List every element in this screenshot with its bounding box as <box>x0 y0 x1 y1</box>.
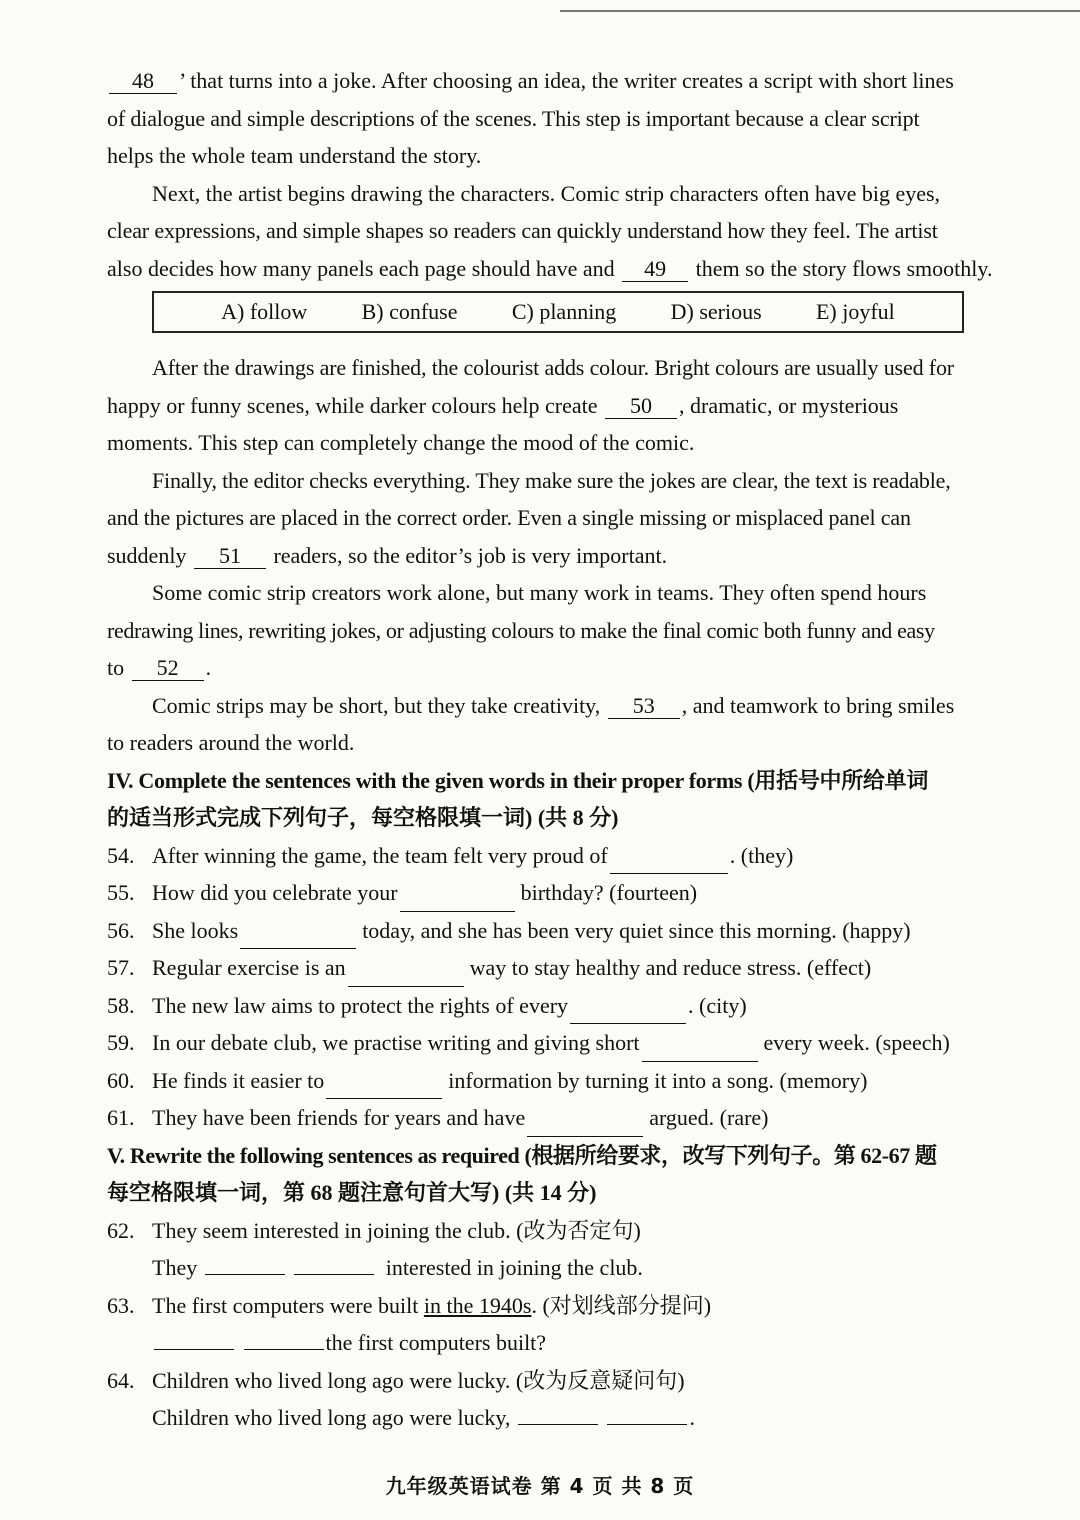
blank-49: 49 <box>622 257 688 282</box>
option-c: C) planning <box>511 299 617 324</box>
passage-line: 48 ’ that turns into a joke. After choosing an idea, the writer creates a script with short lines <box>107 62 1017 100</box>
question-64: 64. Children who lived long ago were lucky. (改为反意疑问句) <box>107 1367 685 1393</box>
question-61: 61. They have been friends for years and have argued. (rare) <box>107 1099 1017 1137</box>
passage-line: moments. This step can completely change the mood of the comic. <box>107 430 695 455</box>
passage-line: to readers around the world. <box>107 730 355 755</box>
answer-blank[interactable] <box>570 987 686 1025</box>
answer-blank[interactable] <box>244 1349 324 1350</box>
answer-blank[interactable] <box>642 1024 758 1062</box>
question-59: 59. In our debate club, we practise writing and giving short every week. (speech) <box>107 1024 1017 1062</box>
passage-line: helps the whole team understand the story. <box>107 143 482 168</box>
passage-line: redrawing lines, rewriting jokes, or adjusting colours to make the final comic both funny and easy <box>107 617 935 643</box>
option-a: A) follow <box>221 299 308 324</box>
underlined-phrase: in the 1940s <box>423 1292 532 1318</box>
question-60: 60. He finds it easier to information by turning it into a song. (memory) <box>107 1062 1017 1100</box>
passage-line: also decides how many panels each page should have and 49 them so the story flows smoothly. <box>107 255 993 281</box>
top-rule <box>560 10 1080 12</box>
blank-52: 52 <box>132 656 204 681</box>
blank-48: 48 <box>109 69 177 94</box>
question-63-answer: the first computers built? <box>107 1324 1017 1362</box>
passage-line: Next, the artist begins drawing the characters. Comic strip characters often have big eyes, <box>152 180 941 206</box>
section-4-title: IV. Complete the sentences with the given words in their proper forms (用括号中所给单词 <box>107 767 929 793</box>
blank-51: 51 <box>194 544 266 569</box>
passage-line: suddenly 51 readers, so the editor’s job is very important. <box>107 542 668 568</box>
answer-blank[interactable] <box>326 1062 442 1100</box>
question-54: 54. After winning the game, the team felt very proud of . (they) <box>107 837 1017 875</box>
answer-blank[interactable] <box>610 837 728 875</box>
answer-blank[interactable] <box>518 1424 598 1425</box>
answer-blank[interactable] <box>607 1424 687 1425</box>
passage-line: After the drawings are finished, the colourist adds colour. Bright colours are usually used for <box>152 355 954 380</box>
passage-line: Comic strips may be short, but they take creativity, 53 , and teamwork to bring smiles <box>152 692 955 718</box>
question-57: 57. Regular exercise is an way to stay healthy and reduce stress. (effect) <box>107 949 1017 987</box>
answer-blank[interactable] <box>400 874 515 912</box>
question-58: 58. The new law aims to protect the rights of every . (city) <box>107 987 1017 1025</box>
passage-line: clear expressions, and simple shapes so readers can quickly understand how they feel. The artist <box>107 218 938 243</box>
section-4-title: 的适当形式完成下列句子，每空格限填一词) (共 8 分) <box>107 805 619 830</box>
option-b: B) confuse <box>361 299 458 324</box>
answer-blank[interactable] <box>348 949 464 987</box>
passage-line: Some comic strip creators work alone, but many work in teams. They often spend hours <box>152 580 927 605</box>
option-e: E) joyful <box>815 299 895 324</box>
question-63: 63. The first computers were built in the 1940s . (对划线部分提问) <box>107 1287 1017 1325</box>
question-64-answer: Children who lived long ago were lucky, . <box>152 1405 695 1430</box>
passage-line: of dialogue and simple descriptions of the scenes. This step is important because a clear script <box>107 105 920 131</box>
passage-line: and the pictures are placed in the correct order. Even a single missing or misplaced panel can <box>107 505 911 530</box>
question-55: 55. How did you celebrate your birthday? (fourteen) <box>107 874 1017 912</box>
answer-blank[interactable] <box>205 1274 285 1275</box>
answer-blank[interactable] <box>154 1349 234 1350</box>
passage-line: happy or funny scenes, while darker colours help create 50 , dramatic, or mysterious <box>107 392 899 418</box>
word-options-box <box>152 291 964 333</box>
answer-blank[interactable] <box>527 1099 643 1137</box>
answer-blank[interactable] <box>294 1274 374 1275</box>
question-62: 62. They seem interested in joining the club. (改为否定句) <box>107 1217 641 1243</box>
section-5-title: V. Rewrite the following sentences as required (根据所给要求，改写下列句子。第 62-67 题 <box>107 1142 937 1168</box>
blank-50: 50 <box>605 394 677 419</box>
blank-53: 53 <box>608 694 680 719</box>
passage-line: to 52 . <box>107 655 212 680</box>
question-62-answer: They interested in joining the club. <box>152 1255 643 1280</box>
passage-line: Finally, the editor checks everything. They make sure the jokes are clear, the text is readable, <box>152 467 951 493</box>
option-d: D) serious <box>670 299 762 324</box>
exam-page <box>107 62 1017 1437</box>
section-5-title: 每空格限填一词，第 68 题注意句首大写) (共 14 分) <box>107 1180 597 1205</box>
page-footer: 九年级英语试卷 第 4 页 共 8 页 <box>385 1474 695 1498</box>
answer-blank[interactable] <box>240 912 356 950</box>
question-56: 56. She looks today, and she has been very quiet since this morning. (happy) <box>107 912 1017 950</box>
